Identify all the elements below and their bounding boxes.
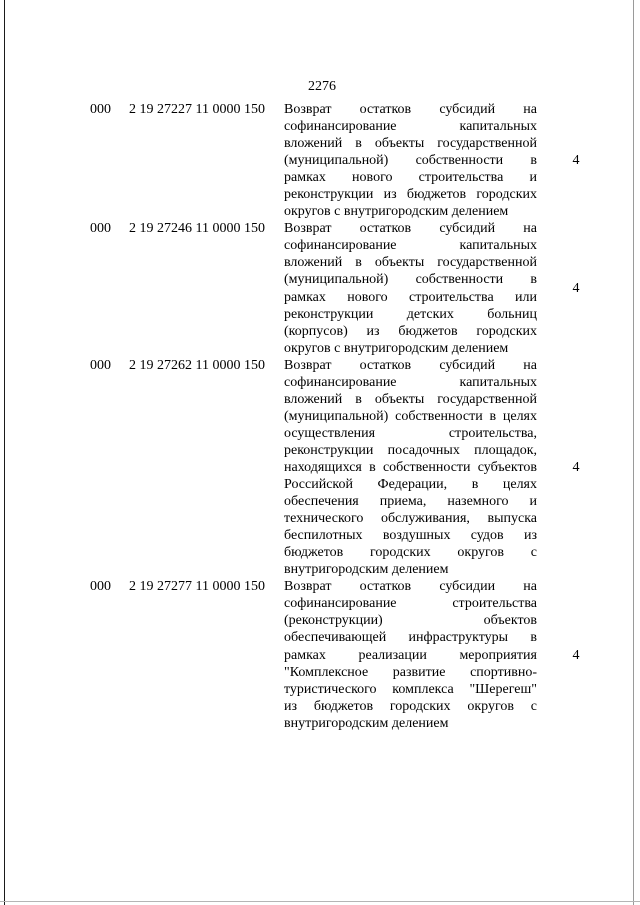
description-line: софинансирование капитальных: [284, 238, 537, 254]
budget-classification-code-cell: 2 19 27246 11 0000 150: [129, 221, 265, 237]
description-cell: [284, 101, 537, 220]
table-row: [0, 101, 640, 220]
description-line: бюджетов городских округов с: [284, 545, 537, 561]
description-line: рамках реализации мероприятия: [284, 647, 537, 663]
description-line: реконструкции детских больниц: [284, 306, 537, 322]
description-line: Российской Федерации, в целях: [284, 477, 537, 493]
description-line: Возврат остатков субсидий на: [284, 357, 537, 373]
level-cell: 4: [572, 460, 580, 476]
description-line: рамках нового строительства или: [284, 289, 537, 305]
description-line: (реконструкции) объектов: [284, 613, 537, 629]
description-line: технического обслуживания, выпуска: [284, 511, 537, 527]
description-line: округов с внутригородским делением: [284, 204, 509, 220]
table-row: [0, 357, 640, 579]
description-cell: [284, 220, 537, 356]
level-cell: 4: [572, 153, 580, 169]
budget-code-table: [0, 101, 640, 732]
level-cell: 4: [572, 647, 580, 663]
description-line: осуществления строительства,: [284, 425, 537, 441]
description-line: округов с внутригородским делением: [284, 340, 509, 356]
description-cell: [284, 578, 537, 731]
description-line: рамках нового строительства и: [284, 170, 537, 186]
description-line: из бюджетов городских округов с: [284, 698, 537, 714]
description-line: вложений в объекты государственной: [284, 136, 537, 152]
description-line: туристического комплекса "Шерегеш": [284, 681, 537, 697]
budget-classification-code-cell: 2 19 27262 11 0000 150: [129, 357, 265, 373]
level-cell: 4: [572, 281, 580, 297]
description-line: обеспечивающей инфраструктуры в: [284, 630, 537, 646]
admin-code-cell: 000: [90, 102, 111, 117]
description-line: внутригородским делением: [284, 562, 449, 578]
description-line: софинансирование строительства: [284, 596, 537, 612]
description-line: находящихся в собственности субъектов: [284, 459, 537, 475]
admin-code-cell: 000: [90, 579, 111, 595]
description-line: беспилотных воздушных судов из: [284, 528, 537, 544]
table-row: [0, 220, 640, 356]
budget-classification-code-cell: 2 19 27227 11 0000 150: [129, 102, 265, 117]
description-line: обеспечения приема, наземного и: [284, 494, 537, 510]
description-line: вложений в объекты государственной: [284, 255, 537, 271]
page-number: 2276: [308, 79, 336, 94]
description-line: Возврат остатков субсидий на: [284, 102, 537, 117]
description-line: "Комплексное развитие спортивно-: [284, 664, 537, 680]
description-line: (муниципальной) собственности в: [284, 272, 537, 288]
description-line: реконструкции посадочных площадок,: [284, 442, 537, 458]
description-line: (муниципальной) собственности в целях: [284, 408, 537, 424]
description-line: Возврат остатков субсидий на: [284, 221, 537, 237]
description-line: (муниципальной) собственности в: [284, 153, 537, 169]
scan-edge-bottom: [0, 901, 640, 902]
description-line: реконструкции из бюджетов городских: [284, 187, 537, 203]
admin-code-cell: 000: [90, 221, 111, 237]
description-line: внутригородским делением: [284, 715, 449, 731]
description-line: софинансирование капитальных: [284, 374, 537, 390]
description-cell: [284, 357, 537, 579]
description-line: софинансирование капитальных: [284, 119, 537, 135]
admin-code-cell: 000: [90, 357, 111, 373]
description-line: вложений в объекты государственной: [284, 391, 537, 407]
description-line: Возврат остатков субсидии на: [284, 579, 537, 595]
budget-classification-code-cell: 2 19 27277 11 0000 150: [129, 579, 265, 595]
table-row: [0, 578, 640, 731]
description-line: (корпусов) из бюджетов городских: [284, 323, 537, 339]
